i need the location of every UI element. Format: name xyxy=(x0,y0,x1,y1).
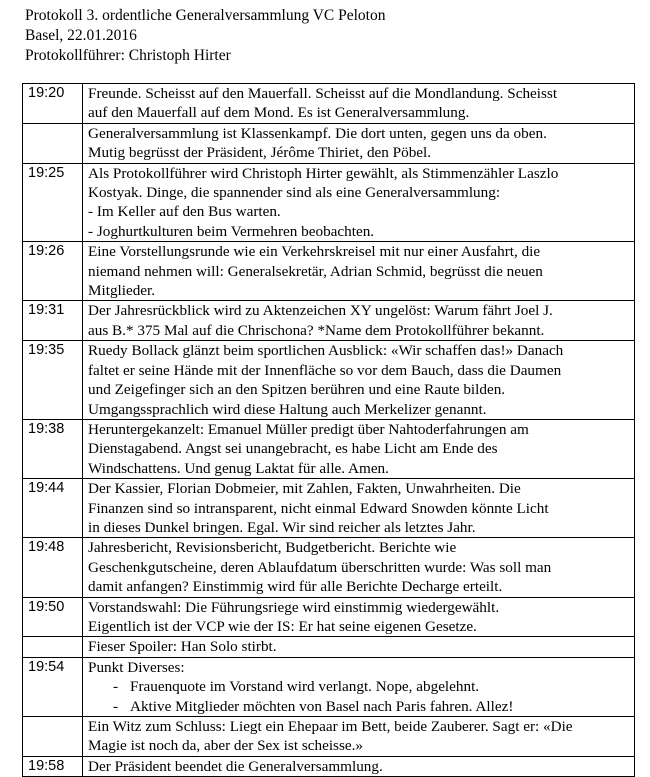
entry-cell xyxy=(83,301,635,341)
entry-text-line: Generalversammlung ist Klassenkampf. Die dort unten, gegen uns da oben. xyxy=(88,124,547,142)
list-item: - Aktive Mitglieder möchten von Basel nach Paris fahren. Allez! xyxy=(88,697,630,716)
entry-cell xyxy=(83,756,635,776)
time-cell: 19:31 xyxy=(23,301,83,341)
entry-text-line: in dieses Dunkel bringen. Egal. Wir sind reicher als letztes Jahr. xyxy=(88,518,476,536)
entry-text-line: faltet er seine Hände mit der Innenfläche so vor dem Bauch, dass die Daumen xyxy=(88,361,562,379)
entry-cell xyxy=(83,163,635,242)
entry-cell xyxy=(83,84,635,124)
table-row xyxy=(23,123,635,163)
document-title: Protokoll 3. ordentliche Generalversammlung VC Peloton xyxy=(25,7,386,24)
table-row xyxy=(23,637,635,657)
entry-text-line: Ruedy Bollack glänzt beim sportlichen Ausblick: «Wir schaffen das!» Danach xyxy=(88,342,564,360)
table-row xyxy=(23,163,635,242)
entry-text-line: auf den Mauerfall auf dem Mond. Es ist Generalversammlung. xyxy=(88,104,470,122)
table-row xyxy=(23,597,635,637)
time-cell: 19:48 xyxy=(23,538,83,597)
entry-text-line: niemand nehmen will: Generalsekretär, Adrian Schmid, begrüsst die neuen xyxy=(88,262,543,280)
protocol-table-body xyxy=(23,84,635,777)
entry-text-line: Ein Witz zum Schluss: Liegt ein Ehepaar im Bett, beide Zauberer. Sagt er: «Die xyxy=(88,718,573,735)
bullet-list xyxy=(88,677,630,716)
entry-text-line: Als Protokollführer wird Christoph Hirter gewählt, als Stimmenzähler Laszlo xyxy=(88,164,559,182)
table-row xyxy=(23,84,635,124)
time-cell: 19:35 xyxy=(23,341,83,420)
time-cell: 19:44 xyxy=(23,479,83,538)
entry-text-line: Windschattens. Und genug Laktat für alle. Amen. xyxy=(88,459,389,477)
table-row xyxy=(23,479,635,538)
time-cell: 19:25 xyxy=(23,163,83,242)
entry-cell xyxy=(83,657,635,716)
entry-text-line: Kostyak. Dinge, die spannender sind als eine Generalversammlung: xyxy=(88,184,501,202)
entry-text-line: - Joghurtkulturen beim Vermehren beobachten. xyxy=(88,222,375,240)
entry-text-line: Der Präsident beendet die Generalversammlung. xyxy=(88,757,383,775)
entry-text-line: Dienstagabend. Angst sei unangebracht, es habe Licht am Ende des xyxy=(88,440,498,458)
table-row xyxy=(23,717,635,757)
document-header xyxy=(25,6,385,66)
entry-text-line: Finanzen sind so intransparent, nicht einmal Edward Snowden könnte Licht xyxy=(88,499,549,517)
entry-text-line: Vorstandswahl: Die Führungsriege wird einstimmig wiedergewählt. xyxy=(88,598,500,616)
entry-text-line: Eine Vorstellungsrunde wie ein Verkehrskreisel mit nur einer Ausfahrt, die xyxy=(88,243,541,261)
table-row xyxy=(23,419,635,478)
entry-text-line: Umgangssprachlich wird diese Haltung auch Merkelizer genannt. xyxy=(88,400,487,418)
entry-text-line: Eigentlich ist der VCP wie der IS: Er hat seine eigenen Gesetze. xyxy=(88,617,477,635)
entry-text-line: Der Jahresrückblick wird zu Aktenzeichen XY ungelöst: Warum fährt Joel J. xyxy=(88,302,553,320)
protocol-table xyxy=(22,83,635,777)
entry-text-line: und Zeigefinger sich an den Spitzen berühren und eine Raute bilden. xyxy=(88,381,506,399)
time-cell xyxy=(23,717,83,757)
entry-cell xyxy=(83,341,635,420)
time-cell: 19:50 xyxy=(23,597,83,637)
time-cell xyxy=(23,123,83,163)
entry-cell xyxy=(83,419,635,478)
protocol-author: Protokollführer: Christoph Hirter xyxy=(25,47,231,64)
entry-text-line: Freunde. Scheisst auf den Mauerfall. Scheisst auf die Mondlandung. Scheisst xyxy=(88,85,558,102)
entry-text-line: damit anfangen? Einstimmig wird für alle Berichte Decharge erteilt. xyxy=(88,578,503,596)
entry-text-line: Fieser Spoiler: Han Solo stirbt. xyxy=(88,638,277,656)
entry-cell xyxy=(83,123,635,163)
table-row xyxy=(23,756,635,776)
entry-cell xyxy=(83,717,635,757)
table-row xyxy=(23,301,635,341)
list-item: - Frauenquote im Vorstand wird verlangt. Nope, abgelehnt. xyxy=(88,677,630,696)
entry-text-line: Mutig begrüsst der Präsident, Jérôme Thiriet, den Pöbel. xyxy=(88,144,432,162)
entry-cell xyxy=(83,538,635,597)
entry-text-line: Mitglieder. xyxy=(88,282,156,300)
entry-text-line: Geschenkgutscheine, deren Ablaufdatum überschritten wurde: Was soll man xyxy=(88,558,552,576)
entry-text-line: Magie ist noch da, aber der Sex ist scheisse.» xyxy=(88,737,363,755)
table-row xyxy=(23,657,635,716)
entry-text-line: Heruntergekanzelt: Emanuel Müller predigt über Nahtoderfahrungen am xyxy=(88,420,529,438)
entry-text-line: Der Kassier, Florian Dobmeier, mit Zahlen, Fakten, Unwahrheiten. Die xyxy=(88,480,521,498)
time-cell: 19:38 xyxy=(23,419,83,478)
entry-text-line: - Im Keller auf den Bus warten. xyxy=(88,203,281,221)
time-cell: 19:58 xyxy=(23,756,83,776)
entry-cell xyxy=(83,479,635,538)
entry-text-line: aus B.* 375 Mal auf die Chrischona? *Name dem Protokollführer bekannt. xyxy=(88,321,545,339)
time-cell xyxy=(23,637,83,657)
entry-text-line: Punkt Diverses: xyxy=(88,658,185,676)
entry-text-line: Jahresbericht, Revisionsbericht, Budgetbericht. Berichte wie xyxy=(88,539,457,557)
time-cell: 19:54 xyxy=(23,657,83,716)
table-row xyxy=(23,341,635,420)
time-cell: 19:20 xyxy=(23,84,83,124)
entry-cell xyxy=(83,242,635,301)
entry-cell xyxy=(83,597,635,637)
table-row xyxy=(23,538,635,597)
table-row xyxy=(23,242,635,301)
entry-cell xyxy=(83,637,635,657)
place-date: Basel, 22.01.2016 xyxy=(25,27,137,44)
time-cell: 19:26 xyxy=(23,242,83,301)
